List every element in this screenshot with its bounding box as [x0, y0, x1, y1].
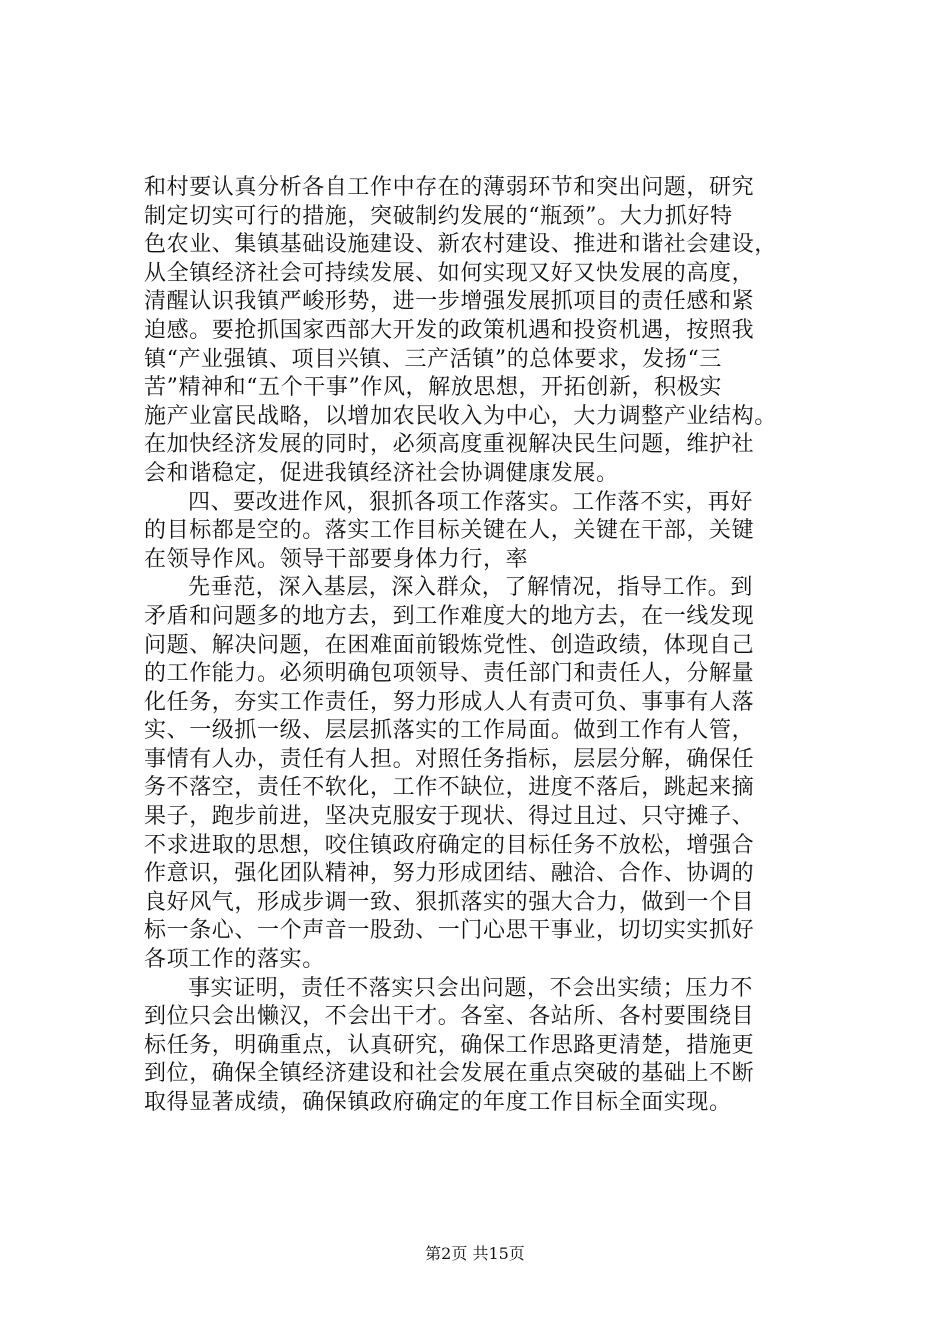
text-line: 施产业富民战略，以增加农民收入为中心，大力调整产业结构。 — [144, 403, 777, 429]
text-line: 不求进取的思想，咬住镇政府确定的目标任务不放松，增强合 — [144, 832, 755, 858]
text-line: 在领导作风。领导干部要身体力行，率 — [144, 546, 529, 572]
text-line: 各项工作的落实。 — [144, 947, 325, 973]
text-line: 到位，确保全镇经济建设和社会发展在重点突破的基础上不断 — [144, 1061, 755, 1087]
page-number-label: 第2页 共15页 — [425, 1244, 525, 1263]
text-line: 在加快经济发展的同时，必须高度重视解决民生问题，维护社 — [144, 432, 755, 458]
text-line: 务不落空，责任不软化，工作不缺位，进度不落后，跳起来摘 — [144, 775, 755, 801]
text-line: 化任务，夯实工作责任，努力形成人人有责可负、事事有人落 — [144, 689, 755, 715]
text-line: 会和谐稳定，促进我镇经济社会协调健康发展。 — [144, 460, 619, 486]
text-line: 良好风气，形成步调一致、狠抓落实的强大合力，做到一个目 — [144, 889, 755, 915]
text-line: 清醒认识我镇严峻形势，进一步增强发展抓项目的责任感和紧 — [144, 289, 755, 315]
text-line: 果子，跑步前进，坚决克服安于现状、得过且过、只守摊子、 — [144, 804, 755, 830]
page-footer — [0, 1244, 950, 1264]
text-line: 迫感。要抢抓国家西部大开发的政策机遇和投资机遇，按照我 — [144, 317, 755, 343]
text-line: 制定切实可行的措施，突破制约发展的“瓶颈”。大力抓好特 — [144, 203, 733, 229]
text-line: 色农业、集镇基础设施建设、新农村建设、推进和谐社会建设， — [144, 232, 777, 258]
text-line: 的工作能力。必须明确包项领导、责任部门和责任人，分解量 — [144, 661, 755, 687]
text-line: 作意识，强化团队精神，努力形成团结、融洽、合作、协调的 — [144, 861, 755, 887]
text-line: 和村要认真分析各自工作中存在的薄弱环节和突出问题，研究 — [144, 175, 755, 200]
text-line: 取得显著成绩，确保镇政府确定的年度工作目标全面实现。 — [144, 1090, 732, 1115]
text-line: 标一条心、一个声音一股劲、一门心思干事业，切切实实抓好 — [144, 918, 755, 944]
document-body — [144, 174, 830, 1118]
text-line: 标任务，明确重点，认真研究，确保工作思路更清楚，措施更 — [144, 1032, 755, 1058]
text-line: 到位只会出懒汉，不会出干才。各室、各站所、各村要围绕目 — [144, 1004, 755, 1030]
paragraph-start-line: 先垂范，深入基层，深入群众，了解情况，指导工作。到 — [188, 575, 754, 601]
paragraph-start-line: 四、要改进作风，狠抓各项工作落实。工作落不实，再好 — [188, 489, 754, 515]
text-line: 的目标都是空的。落实工作目标关键在人，关键在干部，关键 — [144, 518, 755, 544]
text-line: 苦”精神和“五个干事”作风，解放思想，开拓创新，积极实 — [144, 375, 722, 401]
text-line: 矛盾和问题多的地方去，到工作难度大的地方去，在一线发现 — [144, 603, 755, 629]
text-line: 从全镇经济社会可持续发展、如何实现又好又快发展的高度， — [144, 260, 755, 286]
text-line: 实、一级抓一级、层层抓落实的工作局面。做到工作有人管， — [144, 718, 755, 744]
paragraph-start-line: 事实证明，责任不落实只会出问题，不会出实绩；压力不 — [188, 975, 754, 1001]
text-line: 事情有人办，责任有人担。对照任务指标，层层分解，确保任 — [144, 746, 755, 772]
text-line: 问题、解决问题，在困难面前锻炼党性、创造政绩，体现自己 — [144, 632, 755, 658]
text-line: 镇“产业强镇、项目兴镇、三产活镇”的总体要求，发扬“三 — [144, 346, 722, 372]
